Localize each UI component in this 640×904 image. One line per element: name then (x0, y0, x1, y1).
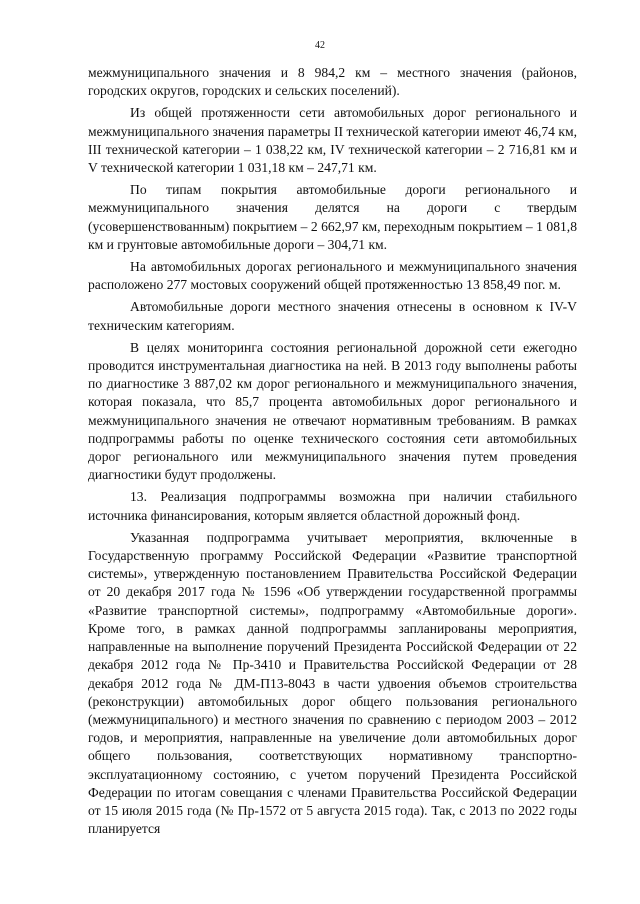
paragraph-monitoring: В целях мониторинга состояния региональной дорожной сети ежегодно проводится инструментальная диагностика на ней. В 2013 году выполнены работы по диагностике 3 887,02 км дорог регионального и межмуниципального значения, которая показала, что 85,7 процента автомобильных дорог регионального и межмуниципального значения не отвечают нормативным требованиям. В рамках подпрограммы работы по оценке технического состояния сети автомобильных дорог регионального или межмуниципального значения путем проведения диагностики будут продолжены. (88, 339, 577, 483)
paragraph-road-categories: Из общей протяженности сети автомобильных дорог регионального и межмуниципального значения параметры II технической категории имеют 46,74 км, III технической категории – 1 038,22 км, IV технической категории – 2 716,81 км и V технической категории 1 031,18 км – 247,71 км. (88, 105, 577, 176)
paragraph-local-roads: Автомобильные дороги местного значения отнесены в основном к IV-V техническим категориям. (88, 299, 577, 333)
paragraph-continuation: межмуниципального значения и 8 984,2 км – местного значения (районов, городских округов, городских и сельских поселений). (88, 65, 577, 99)
document-body (88, 64, 577, 842)
paragraph-item-13: 13. Реализация подпрограммы возможна при наличии стабильного источника финансирования, которым является областной дорожный фонд. (88, 489, 577, 523)
paragraph-bridges: На автомобильных дорогах регионального и межмуниципального значения расположено 277 мостовых сооружений общей протяженностью 13 858,49 пог. м. (88, 259, 577, 293)
paragraph-state-program: Указанная подпрограмма учитывает мероприятия, включенные в Государственную программу Российской Федерации «Развитие транспортной системы», утвержденную постановлением Правительства Российской Федерации от 20 декабря 2017 года № 1596 «Об утверждении государственной программы «Развитие транспортной системы», подпрограмму «Автомобильные дороги». Кроме того, в рамках данной подпрограммы запланированы мероприятия, направленные на выполнение поручений Президента Российской Федерации от 22 декабря 2012 года № Пр-3410 и Правительства Российской Федерации от 28 декабря 2012 года № ДМ-П13-8043 в части удвоения объемов строительства (реконструкции) автомобильных дорог общего пользования регионального (межмуниципального) и местного значения по сравнению с периодом 2003 – 2012 годов, и мероприятия, направленные на увеличение доли автомобильных дорог общего пользования, соответствующих нормативному транспортно-эксплуатационному состоянию, с учетом поручений Президента Российской Федерации по итогам совещания с членами Правительства Российской Федерации от 15 июля 2015 года (№ Пр-1572 от 5 августа 2015 года). Так, с 2013 по 2022 годы планируется (88, 529, 577, 837)
paragraph-surface-types: По типам покрытия автомобильные дороги регионального и межмуниципального значения делятся на дороги с твердым (усовершенствованным) покрытием – 2 662,97 км, переходным покрытием – 1 081,8 км и грунтовые автомобильные дороги – 304,71 км. (88, 182, 577, 252)
page-number: 42 (315, 40, 325, 51)
